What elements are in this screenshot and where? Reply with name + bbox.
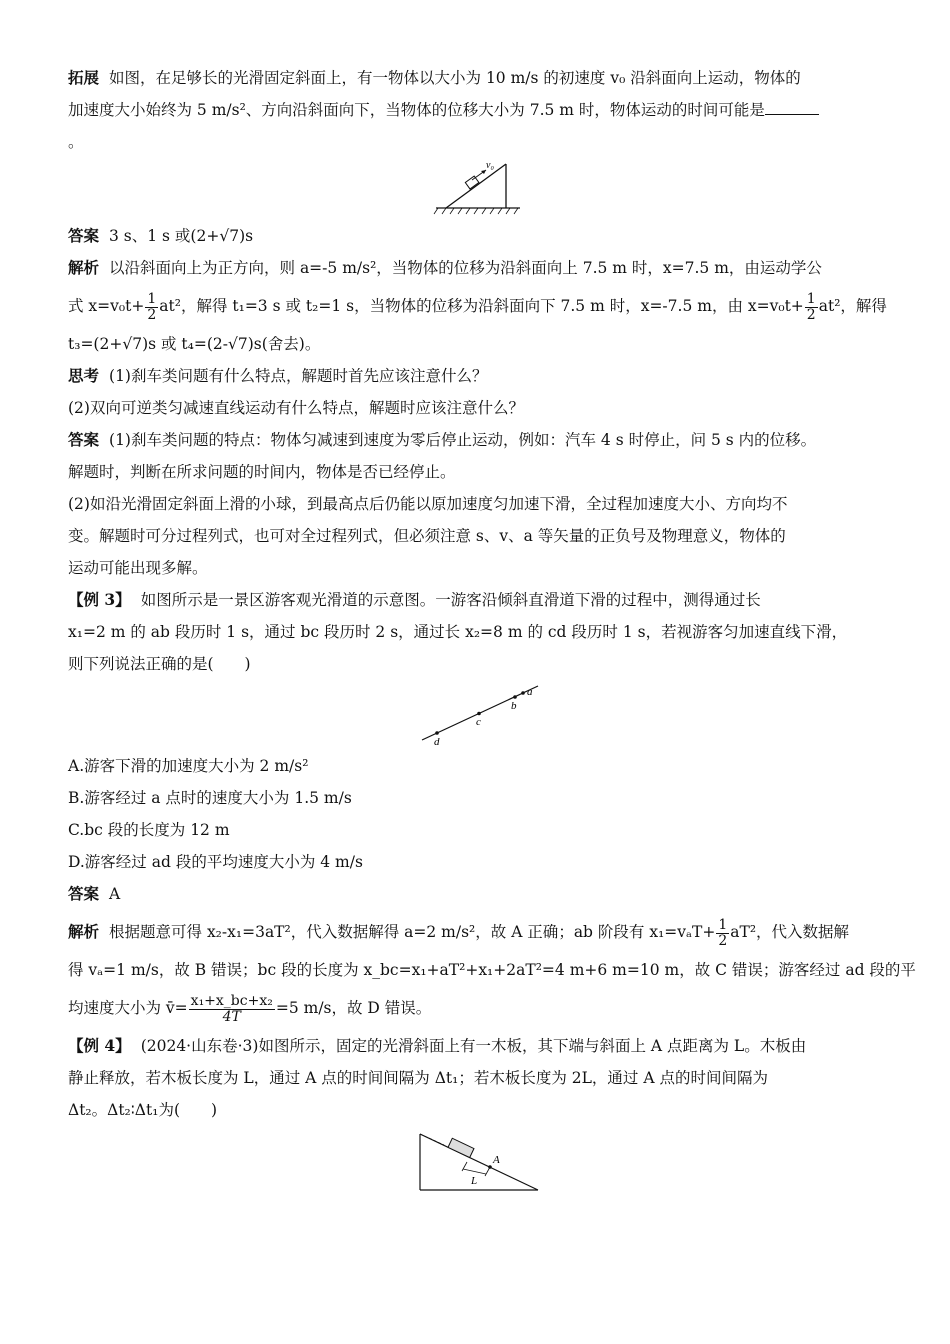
example3-analysis-line-3: 均速度大小为 v̄= $\frac{\text{x₁+x\_bc+x₂}}{4T}$ =5 m/s，故 D 错误。 xyxy=(68,992,432,1025)
point-a-label: a xyxy=(527,686,533,698)
example4-line-2: 静止释放，若木板长度为 L，通过 A 点的时间间隔为 Δt₁；若木板长度为 2L，通过 A 点的时间间隔为 xyxy=(68,1069,768,1087)
option-b: B.游客经过 a 点时的速度大小为 1.5 m/s xyxy=(68,789,352,807)
point-A-label: A xyxy=(493,1154,500,1166)
think-line-2: (2)双向可逆类匀减速直线运动有什么特点，解题时应该注意什么？ xyxy=(68,399,524,417)
slide-figure xyxy=(414,680,544,750)
analysis-line-1: 解析 以沿斜面向上为正方向，则 a=-5 m/s²，当物体的位移为沿斜面向上 7.5 m 时，x=7.5 m，由运动学公 xyxy=(68,258,822,277)
incline-figure-1 xyxy=(424,158,534,220)
extension-text-2: 加速度大小始终为 5 m/s²、方向沿斜面向下，当物体的位移大小为 7.5 m 时，物体运动的时间可能是 xyxy=(68,101,765,119)
extension-text-1: 如图，在足够长的光滑固定斜面上，有一物体以大小为 10 m/s 的初速度 v₀ 沿斜面向上运动，物体的 xyxy=(109,69,801,87)
length-L-label: L xyxy=(471,1175,478,1187)
analysis-line-2: 式 x=v₀t+ $\frac{1}{2}$ at²，解得 t₁=3 s 或 t₂=1 s，当物体的位移为沿斜面向下 7.5 m 时，x=-7.5 m，由 x=v₀t+ $\frac{1}{2}$ at²，解得 xyxy=(68,290,887,323)
example3-answer: 答案 A xyxy=(68,884,121,903)
point-b-label: b xyxy=(511,700,517,712)
fraction-half: $\frac{1}{2}$ xyxy=(147,290,157,323)
answer-label: 答案 xyxy=(68,226,100,245)
option-d: D.游客经过 ad 段的平均速度大小为 4 m/s xyxy=(68,853,363,871)
answer-label: 答案 xyxy=(68,430,100,449)
example3-label: 【例 3】 xyxy=(68,590,131,609)
analysis-label: 解析 xyxy=(68,258,100,277)
extension-label: 拓展 xyxy=(68,68,100,87)
option-c: C.bc 段的长度为 12 m xyxy=(68,821,230,839)
answer-label: 答案 xyxy=(68,884,100,903)
example3-line-1: 【例 3】 如图所示是一景区游客观光滑道的示意图。一游客沿倾斜直滑道下滑的过程中，测得通过长 xyxy=(68,590,761,609)
think-answer-line-1: 答案 (1)刹车类问题的特点：物体匀减速到速度为零后停止运动，例如：汽车 4 s 时停止，问 5 s 内的位移。 xyxy=(68,430,817,449)
extension-answer xyxy=(68,220,890,252)
example3-line-2: x₁=2 m 的 ab 段历时 1 s，通过 bc 段历时 2 s，通过长 x₂=8 m 的 cd 段历时 1 s，若视游客匀加速直线下滑， xyxy=(68,623,848,641)
think-answer-line-4: 变。解题时可分过程列式，也可对全过程列式，但必须注意 s、v、a 等矢量的正负号及物理意义，物体的 xyxy=(68,527,786,545)
point-d-label: d xyxy=(434,736,440,748)
board-incline-figure xyxy=(414,1126,544,1196)
example3-analysis-line-2: 得 vₐ=1 m/s，故 B 错误；bc 段的长度为 x_bc=x₁+aT²+x₁+2aT²=4 m+6 m=10 m，故 C 错误；游客经过 ad 段的平 xyxy=(68,961,916,979)
option-a: A.游客下滑的加速度大小为 2 m/s² xyxy=(68,757,309,775)
think-answer-line-2: 解题时，判断在所求问题的时间内，物体是否已经停止。 xyxy=(68,463,456,481)
think-answer-line-5: 运动可能出现多解。 xyxy=(68,559,208,577)
example3-line-3: 则下列说法正确的是( ) xyxy=(68,655,251,673)
think-label: 思考 xyxy=(68,366,100,385)
document-page xyxy=(68,62,916,1196)
analysis-line-3: t₃=(2+√7)s 或 t₄=(2-√7)s(舍去)。 xyxy=(68,335,321,353)
analysis-label: 解析 xyxy=(68,922,100,941)
example4-line-1: 【例 4】 (2024·山东卷·3)如图所示，固定的光滑斜面上有一木板，其下端与斜面上 A 点距离为 L。木板由 xyxy=(68,1036,807,1055)
v0-label: v₀ xyxy=(486,160,494,171)
extension-line-3: 。 xyxy=(68,133,84,151)
think-answer-line-3: (2)如沿光滑固定斜面上滑的小球，到最高点后仍能以原加速度匀加速下滑，全过程加速度大小、方向均不 xyxy=(68,495,788,513)
example3-analysis-line-1: 解析 根据题意可得 x₂-x₁=3aT²，代入数据解得 a=2 m/s²，故 A 正确；ab 阶段有 x₁=vₐT+ $\frac{1}{2}$ aT²，代入数据解 xyxy=(68,916,850,949)
extension-line-1 xyxy=(68,62,890,94)
think-line-1: 思考 (1)刹车类问题有什么特点，解题时首先应该注意什么？ xyxy=(68,366,488,385)
fraction-average: $\frac{\text{x₁+x\_bc+x₂}}{4T}$ xyxy=(190,992,273,1025)
example4-line-3: Δt₂。Δt₂∶Δt₁为( ) xyxy=(68,1101,218,1119)
answer-text: 3 s、1 s 或(2+√7)s xyxy=(109,227,254,245)
fraction-half: $\frac{1}{2}$ xyxy=(718,916,728,949)
extension-line-2 xyxy=(68,94,890,126)
answer-blank xyxy=(765,96,819,115)
point-c-label: c xyxy=(476,716,481,728)
fraction-half: $\frac{1}{2}$ xyxy=(806,290,816,323)
example4-label: 【例 4】 xyxy=(68,1036,131,1055)
